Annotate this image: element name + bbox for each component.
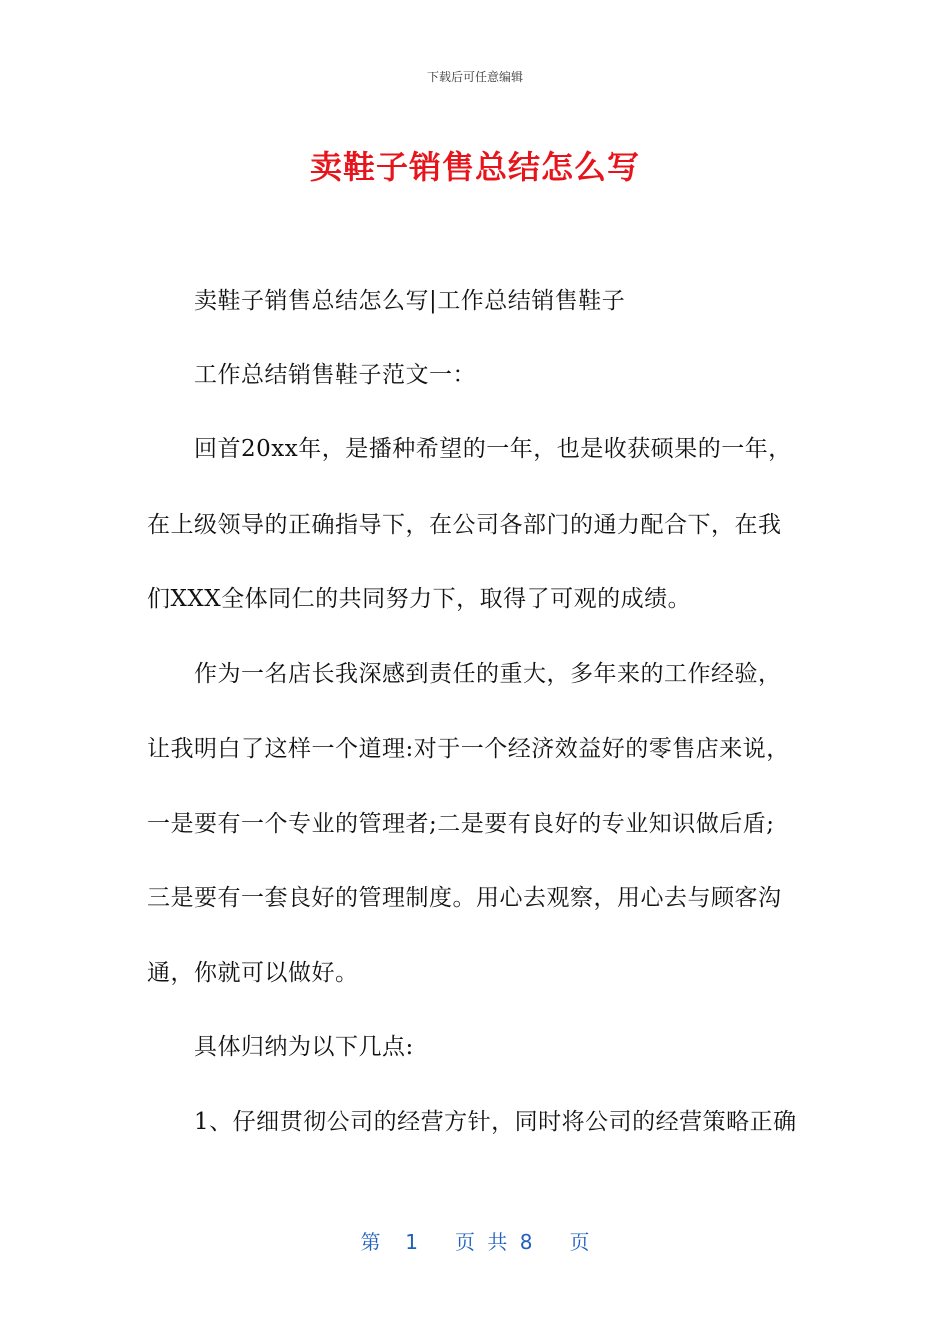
paragraph-line: 工作总结销售鞋子范文一： <box>194 362 476 388</box>
header-note: 下载后可任意编辑 <box>426 70 523 84</box>
page-number-footer: 第 1 页 共 8 页 <box>360 1230 590 1254</box>
paragraph-line: 作为一名店长我深感到责任的重大，多年来的工作经验， <box>194 661 782 687</box>
paragraph-line: 具体归纳为以下几点: <box>194 1034 414 1060</box>
paragraph-line: 在上级领导的正确指导下，在公司各部门的通力配合下，在我 <box>147 512 782 538</box>
paragraph-line: 卖鞋子销售总结怎么写|工作总结销售鞋子 <box>194 288 626 314</box>
paragraph-line: 1、仔细贯彻公司的经营方针，同时将公司的经营策略正确 <box>194 1109 797 1135</box>
paragraph-line: 三是要有一套良好的管理制度。用心去观察，用心去与顾客沟 <box>147 885 782 911</box>
paragraph-line: 一是要有一个专业的管理者;二是要有良好的专业知识做后盾; <box>147 811 775 837</box>
paragraph-line: 通，你就可以做好。 <box>147 960 359 986</box>
paragraph-line: 们XXX全体同仁的共同努力下，取得了可观的成绩。 <box>147 586 692 612</box>
document-title: 卖鞋子销售总结怎么写 <box>309 148 640 186</box>
paragraph-line: 回首20xx年，是播种希望的一年，也是收获硕果的一年， <box>194 436 792 462</box>
paragraph-line: 让我明白了这样一个道理:对于一个经济效益好的零售店来说， <box>147 736 790 762</box>
